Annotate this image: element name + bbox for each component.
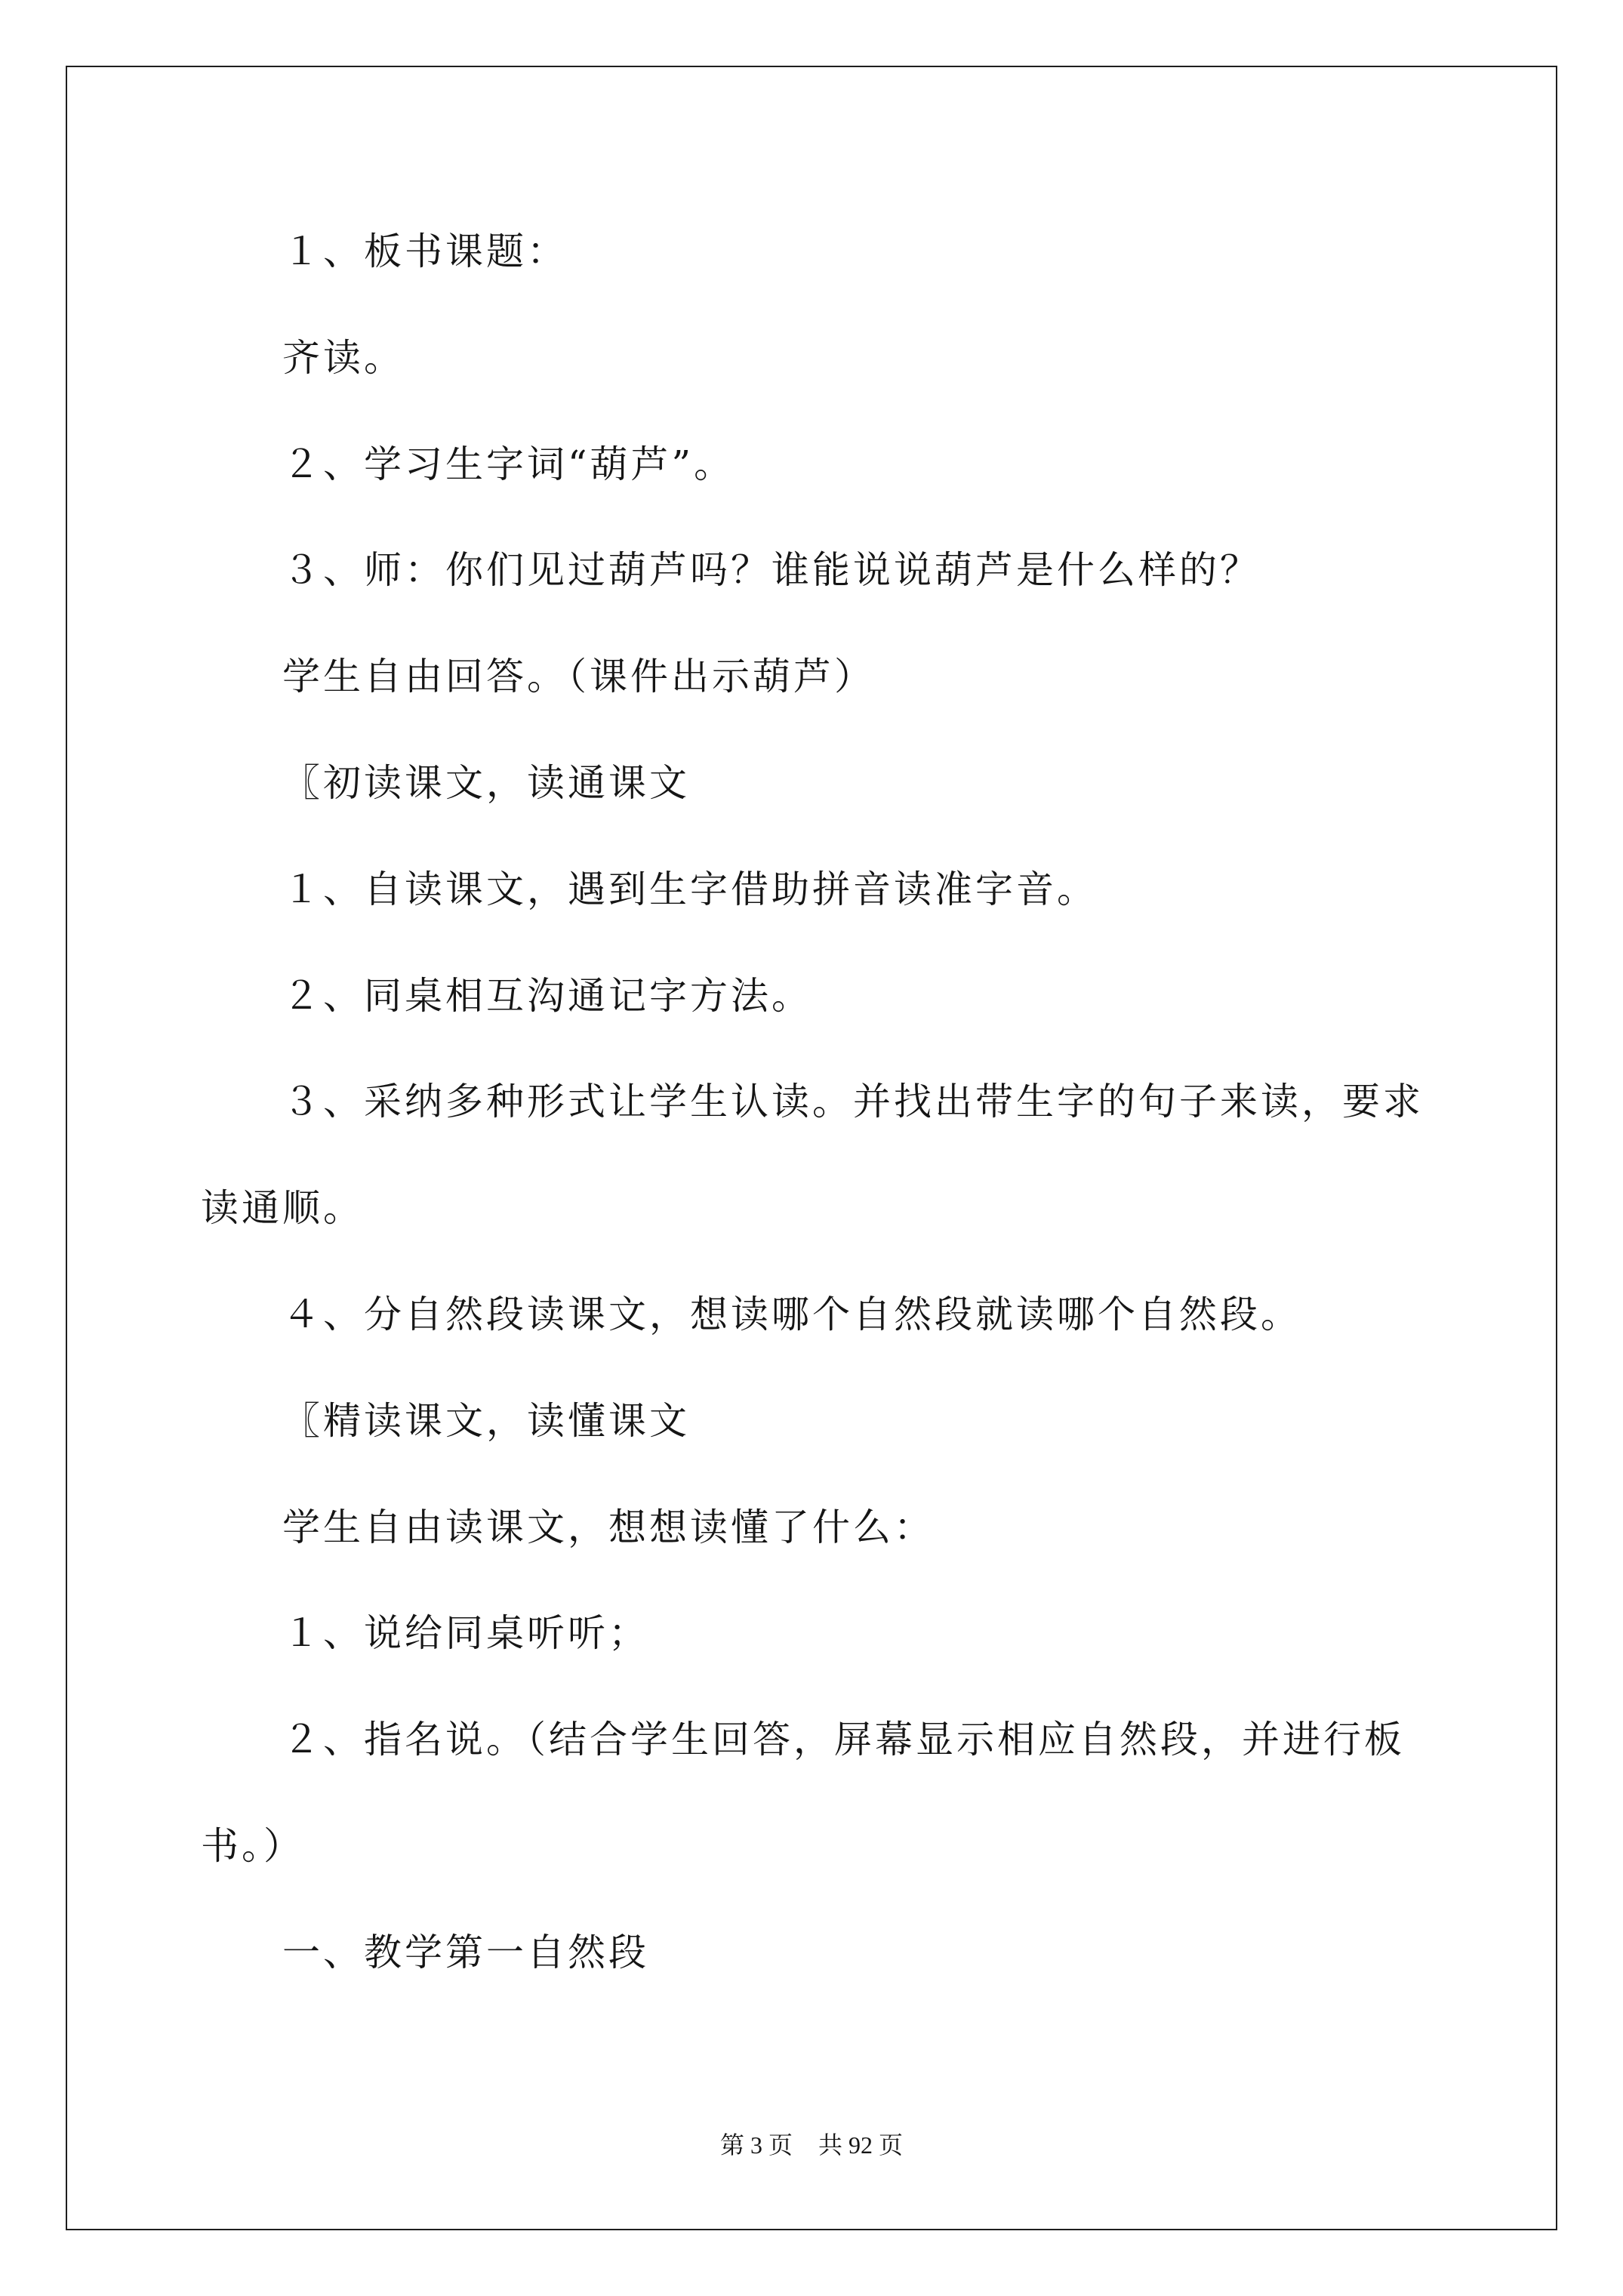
paragraph-line: １、自读课文，遇到生字借助拼音读准字音。	[282, 867, 1098, 911]
step-item	[201, 1262, 1499, 1368]
document-body	[201, 199, 1499, 2006]
paragraph	[201, 305, 1499, 411]
section-heading	[201, 730, 1499, 837]
step-item	[201, 1049, 1499, 1262]
section-heading	[201, 1368, 1499, 1475]
step-item	[201, 199, 1499, 305]
paragraph-line: １、说给同桌听听；	[282, 1611, 649, 1656]
page-footer	[0, 2130, 1623, 2160]
page-total: 共 92 页	[818, 2131, 904, 2159]
paragraph-line: ４、分自然段读课文，想读哪个自然段就读哪个自然段。	[282, 1292, 1301, 1336]
paragraph-line: ２、同桌相互沟通记字方法。	[282, 973, 812, 1018]
paragraph-line: 学生自由回答。（课件出示葫芦）	[282, 655, 875, 699]
paragraph-line: ２、指名说。（结合学生回答，屏幕显示相应自然段，并进行板	[282, 1718, 1405, 1762]
step-item	[201, 837, 1499, 943]
heading-line: 〖初读课文，读通课文	[282, 760, 690, 805]
paragraph-line-continued: 书。）	[201, 1823, 304, 1868]
paragraph	[201, 1475, 1499, 1581]
step-item	[201, 1580, 1499, 1687]
step-item	[201, 517, 1499, 624]
step-item	[201, 411, 1499, 518]
heading-line: 〖精读课文，读懂课文	[282, 1398, 690, 1443]
paragraph-line: 齐读。	[282, 335, 405, 380]
heading-line: 一、教学第一自然段	[282, 1930, 649, 1974]
step-item	[201, 1687, 1499, 1900]
paragraph-line: ３、师：你们见过葫芦吗？谁能说说葫芦是什么样的？	[282, 548, 1261, 593]
paragraph-line: １、板书课题：	[282, 230, 568, 273]
step-item	[201, 943, 1499, 1049]
paragraph-line: 学生自由读课文，想想读懂了什么：	[282, 1505, 935, 1549]
paragraph	[201, 624, 1499, 730]
page-number: 第 3 页	[719, 2131, 793, 2159]
paragraph-line: ２、学习生字词“葫芦”。	[282, 442, 735, 486]
section-heading	[201, 1900, 1499, 2006]
paragraph-line-continued: 读通顺。	[201, 1186, 364, 1231]
paragraph-line: ３、采纳多种形式让学生认读。并找出带生字的句子来读，要求	[282, 1080, 1424, 1124]
